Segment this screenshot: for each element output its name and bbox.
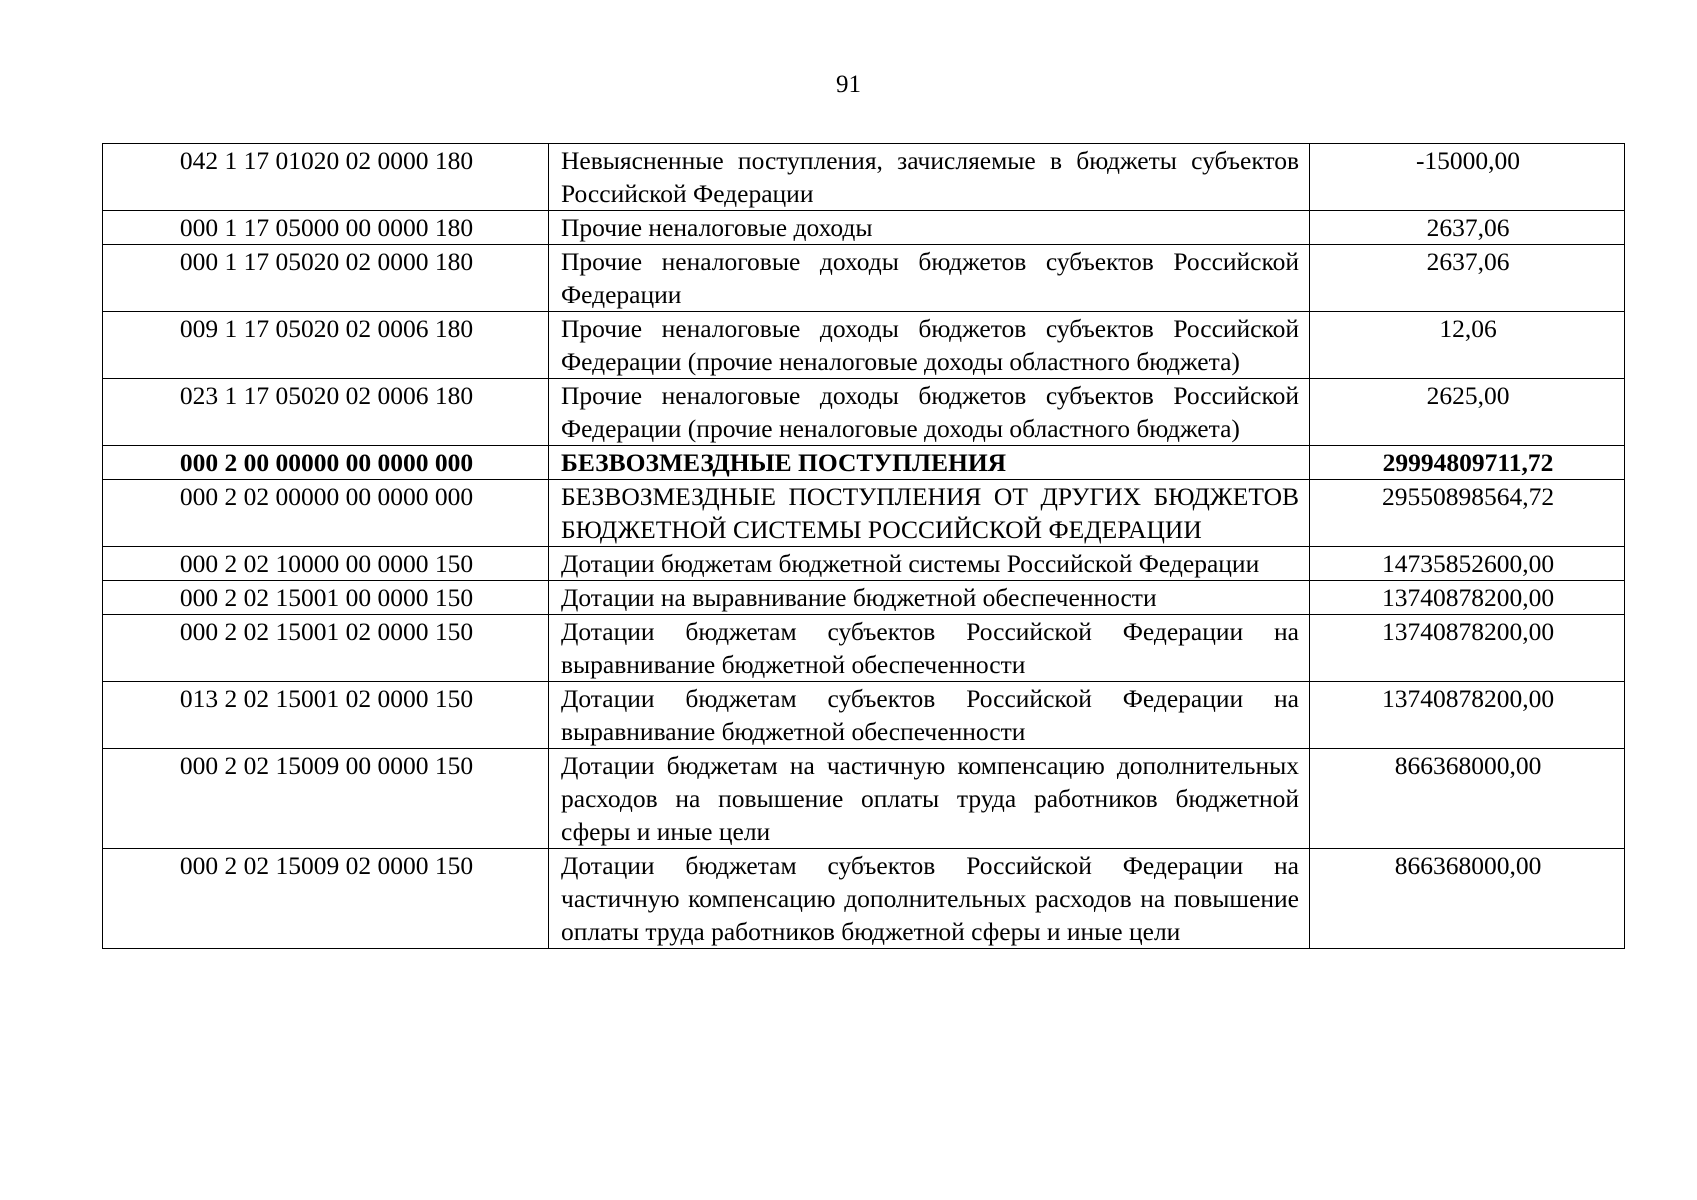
amount: 2625,00: [1310, 379, 1625, 446]
budget-code: 000 2 02 15009 02 0000 150: [103, 849, 549, 949]
table-row: [103, 682, 1625, 749]
amount: 13740878200,00: [1310, 615, 1625, 682]
revenue-name: Прочие неналоговые доходы бюджетов субъектов Российской Федерации (прочие неналоговые доходы областного бюджета): [549, 379, 1310, 446]
amount: 866368000,00: [1310, 749, 1625, 849]
table-row-section-total: [103, 446, 1625, 480]
amount: 866368000,00: [1310, 849, 1625, 949]
budget-code: 000 2 02 15009 00 0000 150: [103, 749, 549, 849]
table-row: [103, 581, 1625, 615]
revenue-name: Прочие неналоговые доходы бюджетов субъектов Российской Федерации (прочие неналоговые доходы областного бюджета): [549, 312, 1310, 379]
revenue-name: Невыясненные поступления, зачисляемые в бюджеты субъектов Российской Федерации: [549, 144, 1310, 211]
revenue-name: Дотации бюджетам бюджетной системы Российской Федерации: [549, 547, 1310, 581]
amount: 13740878200,00: [1310, 581, 1625, 615]
amount: 2637,06: [1310, 245, 1625, 312]
table-row: [103, 547, 1625, 581]
budget-code: 023 1 17 05020 02 0006 180: [103, 379, 549, 446]
revenue-name: Дотации бюджетам субъектов Российской Федерации на выравнивание бюджетной обеспеченности: [549, 615, 1310, 682]
budget-code: 000 2 02 00000 00 0000 000: [103, 480, 549, 547]
table-body: [103, 144, 1625, 949]
revenue-name: Дотации на выравнивание бюджетной обеспеченности: [549, 581, 1310, 615]
amount: 2637,06: [1310, 211, 1625, 245]
amount: 14735852600,00: [1310, 547, 1625, 581]
budget-code: 000 2 02 10000 00 0000 150: [103, 547, 549, 581]
amount: 12,06: [1310, 312, 1625, 379]
table-row: [103, 615, 1625, 682]
table-row: [103, 480, 1625, 547]
table-row: [103, 211, 1625, 245]
amount: 29994809711,72: [1310, 446, 1625, 480]
budget-code: 013 2 02 15001 02 0000 150: [103, 682, 549, 749]
revenue-name: Дотации бюджетам субъектов Российской Федерации на частичную компенсацию дополнительных расходов на повышение оплаты труда работников бюджетной сферы и иные цели: [549, 849, 1310, 949]
budget-code: 000 2 02 15001 00 0000 150: [103, 581, 549, 615]
table-row: [103, 849, 1625, 949]
revenue-name: Прочие неналоговые доходы: [549, 211, 1310, 245]
revenue-name: Прочие неналоговые доходы бюджетов субъектов Российской Федерации: [549, 245, 1310, 312]
table-row: [103, 379, 1625, 446]
revenue-name: Дотации бюджетам субъектов Российской Федерации на выравнивание бюджетной обеспеченности: [549, 682, 1310, 749]
page-number: 91: [836, 71, 861, 98]
budget-code: 000 2 00 00000 00 0000 000: [103, 446, 549, 480]
amount: -15000,00: [1310, 144, 1625, 211]
budget-revenue-table: [102, 143, 1625, 949]
budget-code: 009 1 17 05020 02 0006 180: [103, 312, 549, 379]
amount: 29550898564,72: [1310, 480, 1625, 547]
budget-code: 000 1 17 05000 00 0000 180: [103, 211, 549, 245]
budget-code: 042 1 17 01020 02 0000 180: [103, 144, 549, 211]
table-row: [103, 312, 1625, 379]
revenue-name: БЕЗВОЗМЕЗДНЫЕ ПОСТУПЛЕНИЯ: [549, 446, 1310, 480]
budget-code: 000 1 17 05020 02 0000 180: [103, 245, 549, 312]
table-row: [103, 749, 1625, 849]
revenue-name: Дотации бюджетам на частичную компенсацию дополнительных расходов на повышение оплаты труда работников бюджетной сферы и иные цели: [549, 749, 1310, 849]
amount: 13740878200,00: [1310, 682, 1625, 749]
table-row: [103, 245, 1625, 312]
table-row: [103, 144, 1625, 211]
revenue-name: БЕЗВОЗМЕЗДНЫЕ ПОСТУПЛЕНИЯ ОТ ДРУГИХ БЮДЖЕТОВ БЮДЖЕТНОЙ СИСТЕМЫ РОССИЙСКОЙ ФЕДЕРАЦИИ: [549, 480, 1310, 547]
budget-code: 000 2 02 15001 02 0000 150: [103, 615, 549, 682]
